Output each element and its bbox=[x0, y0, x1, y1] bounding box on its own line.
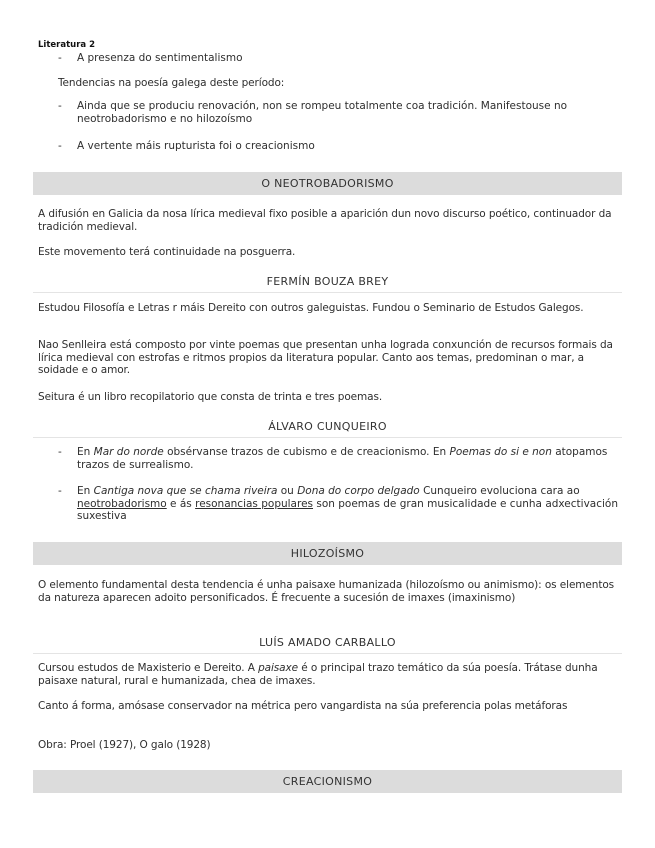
section-heading-creacionismo bbox=[33, 770, 622, 793]
carballo-works: Obra: Proel (1927), O galo (1928) bbox=[38, 739, 211, 751]
work-title: Poemas do si e non bbox=[449, 446, 552, 458]
intro-bullet-1: Ainda que se produciu renovación, non se rompeu totalmente coa tradición. Manifestouse no neotrobadorismo e no hilozoísmo bbox=[77, 100, 568, 125]
section-heading-cunqueiro bbox=[33, 415, 622, 438]
section-title: FERMÍN BOUZA BREY bbox=[266, 275, 389, 288]
bullet-marker: - bbox=[58, 140, 62, 152]
section-heading-neotrobadorismo bbox=[33, 172, 622, 195]
fermin-paragraph-2: Nao Senlleira está composto por vinte poemas que presentan unha lograda conxunción de recursos formais da lírica medieval con estrofas e ritmos propios da literatura popular. Canto aos temas, predominan o mar, a soidade e o amor. bbox=[38, 339, 613, 376]
fermin-paragraph-1: Estudou Filosofía e Letras r máis Dereito con outros galeguistas. Fundou o Seminario de Estudos Galegos. bbox=[38, 302, 584, 314]
work-title: Dona do corpo delgado bbox=[297, 485, 420, 497]
underlined-term: resonancias populares bbox=[195, 497, 314, 510]
text-run: ou bbox=[277, 485, 298, 497]
section-heading-hilozoismo bbox=[33, 542, 622, 565]
emphasis: paisaxe bbox=[258, 662, 298, 674]
tendencias-text: Tendencias na poesía galega deste período: bbox=[58, 77, 285, 89]
fermin-paragraph-3: Seitura é un libro recopilatorio que consta de trinta e tres poemas. bbox=[38, 391, 383, 403]
section-title: CREACIONISMO bbox=[282, 775, 373, 788]
document-header: Literatura 2 bbox=[38, 40, 96, 50]
section-heading-fermin bbox=[33, 270, 622, 293]
intro-bullet-0: A presenza do sentimentalismo bbox=[77, 52, 243, 64]
text-run: En bbox=[77, 446, 94, 458]
text-run: e ás bbox=[166, 497, 196, 510]
text-run: Cunqueiro evoluciona cara ao bbox=[419, 485, 580, 497]
work-title: Mar do norde bbox=[93, 446, 164, 458]
intro-bullet-2: A vertente máis rupturista foi o creacionismo bbox=[77, 140, 315, 152]
section-title: LUÍS AMADO CARBALLO bbox=[259, 636, 396, 649]
carballo-paragraph-1 bbox=[38, 662, 618, 687]
section-title: O NEOTROBADORISMO bbox=[261, 177, 394, 190]
bullet-marker: - bbox=[58, 52, 62, 64]
section-title: ÁLVARO CUNQUEIRO bbox=[268, 420, 387, 433]
neotrobadorismo-paragraph-1: A difusión en Galicia da nosa lírica medieval fixo posible a aparición dun novo discurso poético, continuador da tradición medieval. bbox=[38, 208, 612, 233]
bullet-marker: - bbox=[58, 485, 62, 497]
bullet-marker: - bbox=[58, 446, 62, 458]
text-run: obsérvanse trazos de cubismo e de creacionismo. En bbox=[163, 446, 450, 458]
text-run: Cursou estudos de Maxisterio e Dereito. A bbox=[38, 662, 259, 674]
work-title: Cantiga nova que se chama riveira bbox=[93, 485, 278, 497]
neotrobadorismo-paragraph-2: Este movemento terá continuidade na posguerra. bbox=[38, 246, 296, 258]
text-run: é o principal trazo temático da súa poesía. Trátase dunha paisaxe natural, rural e humanizada, chea de imaxes. bbox=[38, 662, 598, 687]
underlined-term: neotrobadorismo bbox=[77, 497, 167, 510]
section-title: HILOZOÍSMO bbox=[290, 547, 365, 560]
cunqueiro-bullet-1 bbox=[77, 446, 622, 471]
bullet-marker: - bbox=[58, 100, 62, 112]
carballo-paragraph-2: Canto á forma, amósase conservador na métrica pero vangardista na súa preferencia polas metáforas bbox=[38, 700, 568, 712]
text-run: atopamos trazos de surrealismo. bbox=[77, 446, 608, 471]
text-run: En bbox=[77, 485, 94, 497]
section-heading-carballo bbox=[33, 631, 622, 654]
cunqueiro-bullet-2 bbox=[77, 485, 622, 523]
text-run: son poemas de gran musicalidade e cunha adxectivación suxestiva bbox=[77, 497, 618, 522]
hilozoismo-paragraph-1: O elemento fundamental desta tendencia é unha paisaxe humanizada (hilozoísmo ou animismo): os elementos da natureza aparecen adoito personificados. É frecuente a sucesión de imaxes (imaxinismo) bbox=[38, 579, 615, 604]
